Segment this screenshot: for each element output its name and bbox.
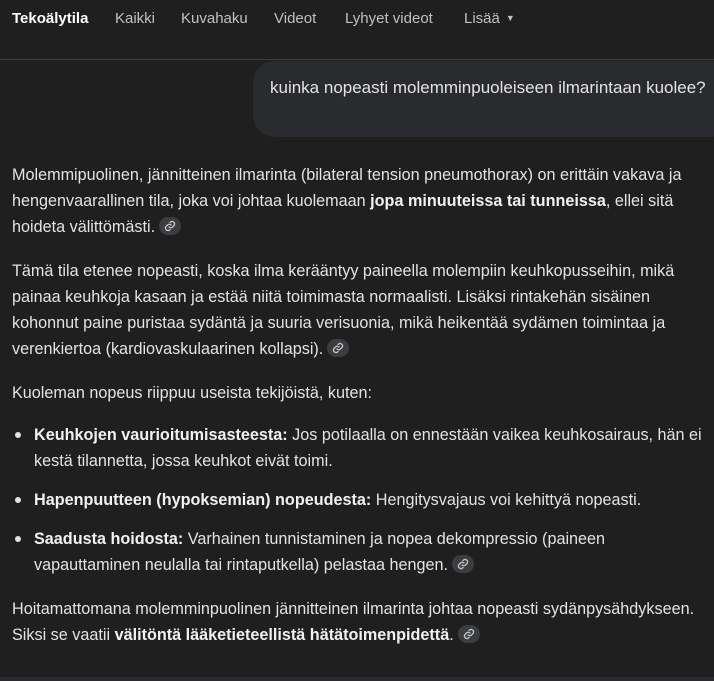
answer-paragraph-2 xyxy=(12,258,714,362)
answer-text: Hoitamattomana molemminpuolinen jännitteinen ilmarinta johtaa nopeasti sydänpysähdykseen. Siksi se vaatii xyxy=(12,600,695,644)
list-item-bold: Hapenpuutteen (hypoksemian) nopeudesta: xyxy=(34,491,372,509)
link-icon[interactable] xyxy=(458,625,480,643)
link-icon[interactable] xyxy=(159,217,181,235)
answer-text: , ellei sitä hoideta välittömästi. xyxy=(12,192,674,236)
answer-paragraph-1 xyxy=(12,162,714,240)
answer-paragraph-3: Kuoleman nopeus riippuu useista tekijöistä, kuten: xyxy=(12,384,372,402)
list-item-text: Hengitysvajaus voi kehittyä nopeasti. xyxy=(371,491,642,509)
answer-bold-text: jopa minuuteissa tai tunneissa xyxy=(370,192,606,210)
tab-more[interactable] xyxy=(464,10,515,27)
answer-bold-text: välitöntä lääketieteellistä hätätoimenpidettä xyxy=(114,626,450,644)
answer-text: . xyxy=(449,626,454,644)
ai-answer xyxy=(12,162,714,648)
list-item xyxy=(12,526,714,578)
link-icon[interactable] xyxy=(452,555,474,573)
bullet-dot xyxy=(15,497,21,503)
list-item xyxy=(12,487,714,513)
bottom-input-edge xyxy=(0,677,714,681)
list-item-text: Jos potilaalla on ennestään vaikea keuhkosairaus, hän ei kestä tilannetta, jossa keuhkot eivät toimi. xyxy=(34,426,702,470)
list-item-bold: Saadusta hoidosta: xyxy=(34,530,184,548)
search-tabs xyxy=(0,0,714,40)
bullet-dot xyxy=(15,536,21,542)
user-query-text: kuinka nopeasti molemminpuoleiseen ilmarintaan kuolee? xyxy=(270,78,706,97)
tab-short-videos[interactable]: Lyhyet videot xyxy=(345,10,433,27)
link-icon[interactable] xyxy=(327,339,349,357)
answer-text: Molemmipuolinen, jännitteinen ilmarinta (bilateral tension pneumothorax) on erittäin vakava ja hengenvaarallinen tila, joka voi johtaa kuolemaan xyxy=(12,166,682,210)
tab-images[interactable]: Kuvahaku xyxy=(181,10,248,27)
answer-bullet-list xyxy=(12,422,714,578)
answer-text: Tämä tila etenee nopeasti, koska ilma kerääntyy paineella molempiin keuhkopusseihin, mikä painaa keuhkoja kasaan ja estää niitä toimimasta normaalisti. Lisäksi rintakehän sisäinen kohonnut paine puristaa sydäntä ja suuria verisuonia, mikä heikentää sydämen toimintaa ja verenkiertoa (kardiovaskulaarinen kollapsi). xyxy=(12,262,675,358)
tab-all[interactable]: Kaikki xyxy=(115,10,156,27)
tab-more-label: Lisää xyxy=(464,10,500,27)
list-item-text: Varhainen tunnistaminen ja nopea dekompressio (paineen vapauttaminen neulalla tai rintaputkella) pelastaa hengen. xyxy=(34,530,606,574)
tab-ai-mode[interactable]: Tekoälytila xyxy=(12,10,89,27)
bullet-dot xyxy=(15,432,21,438)
list-item-bold: Keuhkojen vaurioitumisasteesta: xyxy=(34,426,288,444)
list-item xyxy=(12,422,714,474)
caret-down-icon: ▼ xyxy=(505,13,515,23)
user-query-bubble xyxy=(253,61,714,137)
tab-videos[interactable]: Videot xyxy=(274,10,317,27)
tabs-divider xyxy=(0,59,714,60)
answer-paragraph-4 xyxy=(12,596,714,648)
